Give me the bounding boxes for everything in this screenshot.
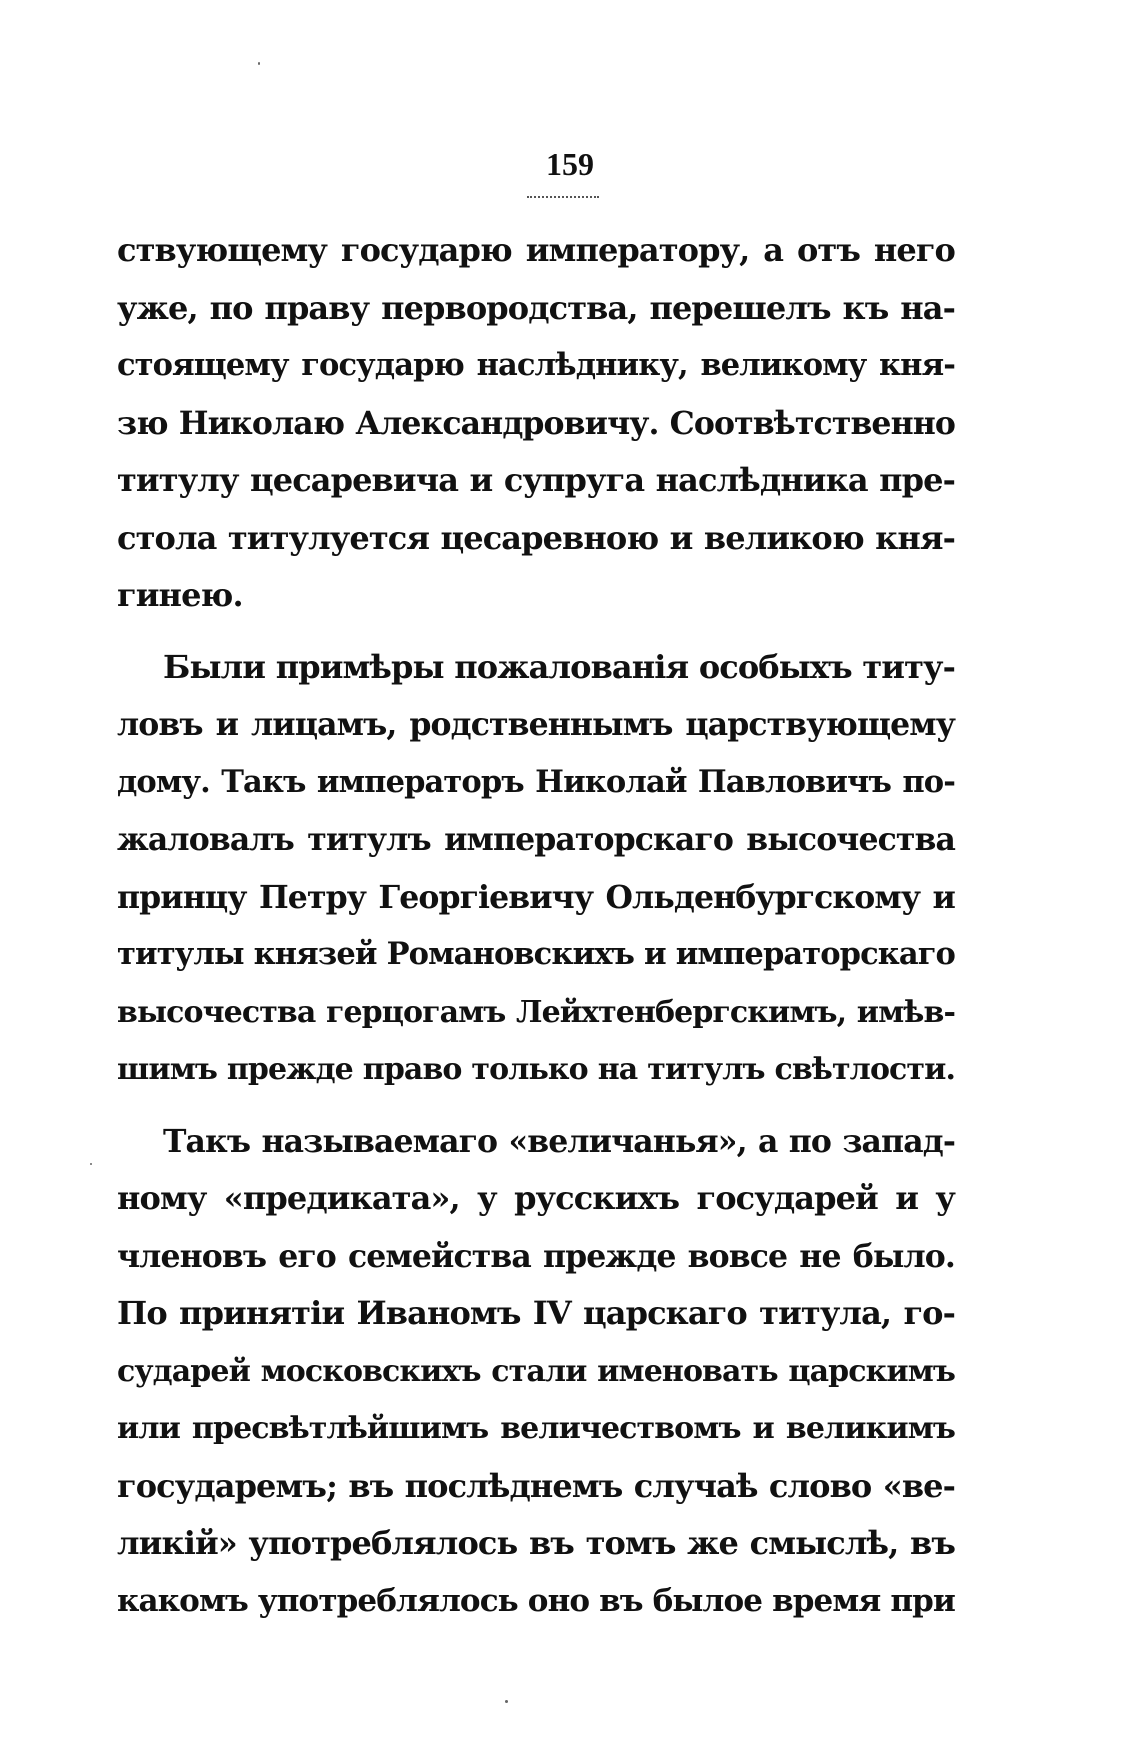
text-line: титулы князей Романовскихъ и императорскаго [117,936,955,972]
text-line: шимъ прежде право только на титулъ свѣтлости. [117,1052,955,1087]
text-line: государемъ; въ послѣднемъ случаѣ слово «ве- [117,1466,955,1505]
text-line: или пресвѣтлѣйшимъ величествомъ и великимъ [117,1411,955,1446]
text-line: стола титулуется цесаревною и великою кня- [117,518,955,557]
paragraph-gap [117,1099,955,1113]
text-line: Такъ называемаго «величанья», а по запад- [163,1122,955,1160]
text-line: принцу Петру Георгіевичу Ольденбургскому и [117,878,955,916]
text-line: сударей московскихъ стали именовать царскимъ [117,1353,955,1389]
text-line: уже, по праву первородства, перешелъ къ на- [117,288,955,327]
text-line: Были примѣры пожалованія особыхъ титу- [163,647,955,686]
text-line: ловъ и лицамъ, родственнымъ царствующему [117,706,955,743]
page-number-rule [527,196,599,198]
text-line: высочества герцогамъ Лейхтенбергскимъ, имѣв- [117,994,955,1030]
text-line: зю Николаю Александровичу. Соотвѣтственно [117,404,955,442]
paragraph-2 [117,639,955,1099]
paragraph-1 [117,222,955,625]
text-line: жаловалъ титулъ императорскаго высочества [117,821,955,858]
text-line: титулу цесаревича и супруга наслѣдника пре- [117,461,955,499]
text-line: какомъ употреблялось оно въ былое время при [117,1582,955,1619]
text-line: По принятіи Иваномъ IV царскаго титула, го- [117,1294,955,1332]
text-line: гинею. [117,576,243,614]
text-line: членовъ его семейства прежде вовсе не было. [117,1237,955,1275]
text-line: ствующему государю императору, а отъ него [117,231,955,269]
text-line: дому. Такъ императоръ Николай Павловичъ по- [117,763,955,800]
text-line: ному «предиката», у русскихъ государей и у [117,1179,955,1217]
scan-speck [258,62,260,65]
paragraph-gap [117,625,955,639]
page-number: 159 [546,146,594,182]
scan-speck [505,1700,508,1703]
text-line: стоящему государю наслѣднику, великому кня- [117,347,955,383]
scan-speck [90,1163,92,1165]
text-line: ликій» употреблялось въ томъ же смыслѣ, въ [117,1524,955,1562]
paragraph-3 [117,1113,955,1631]
body-text [117,222,955,1630]
